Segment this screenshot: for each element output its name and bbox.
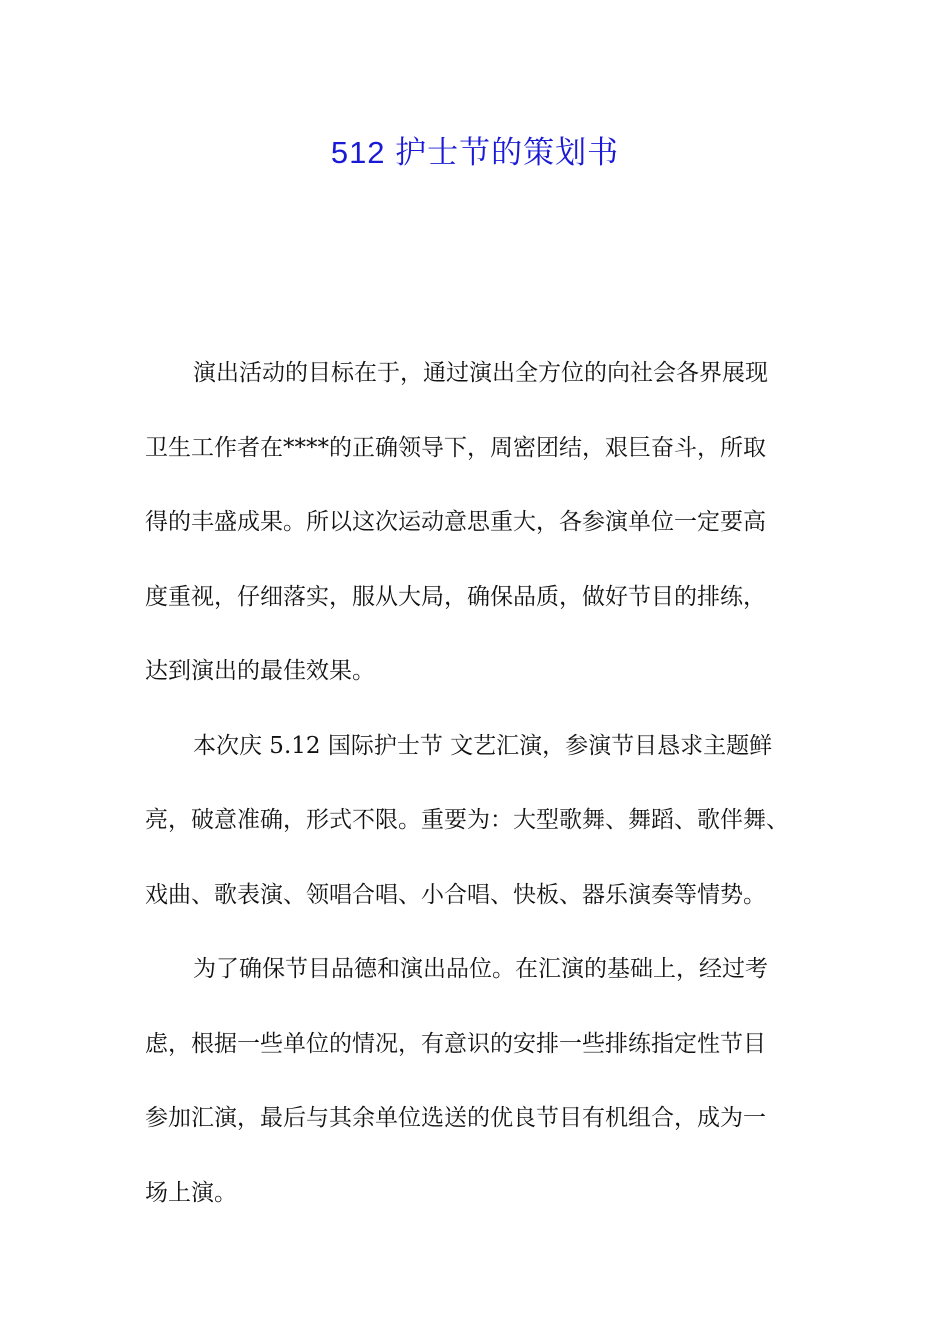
paragraph-3 — [145, 932, 835, 1230]
paragraph-line: 演出活动的目标在于，通过演出全方位的向社会各界展现 — [193, 360, 768, 386]
paragraph-line: 戏曲、歌表演、领唱合唱、小合唱、快板、器乐演奏等情势。 — [145, 881, 766, 908]
paragraph-line: 本次庆 5.12 国际护士节 文艺汇演，参演节目恳求主题鲜 — [193, 732, 773, 759]
document-title: 512 护士节的策划书 — [330, 135, 620, 170]
paragraph-line: 场上演。 — [145, 1179, 237, 1206]
document-body — [145, 336, 835, 1230]
paragraph-line: 达到演出的最佳效果。 — [145, 658, 375, 684]
paragraph-2 — [145, 709, 835, 933]
paragraph-line: 卫生工作者在****的正确领导下，周密团结，艰巨奋斗，所取 — [145, 434, 766, 461]
paragraph-line: 度重视，仔细落实，服从大局，确保品质，做好节目的排练， — [145, 583, 766, 610]
paragraph-line: 虑，根据一些单位的情况，有意识的安排一些排练指定性节目 — [145, 1030, 766, 1057]
paragraph-line: 为了确保节目品德和演出品位。在汇演的基础上，经过考 — [193, 956, 768, 982]
paragraph-line: 得的丰盛成果。所以这次运动意思重大，各参演单位一定要高 — [145, 509, 766, 535]
paragraph-line: 亮，破意准确，形式不限。重要为：大型歌舞、舞蹈、歌伴舞、 — [145, 807, 789, 833]
paragraph-1 — [145, 336, 835, 709]
paragraph-line: 参加汇演，最后与其余单位选送的优良节目有机组合，成为一 — [145, 1105, 766, 1131]
